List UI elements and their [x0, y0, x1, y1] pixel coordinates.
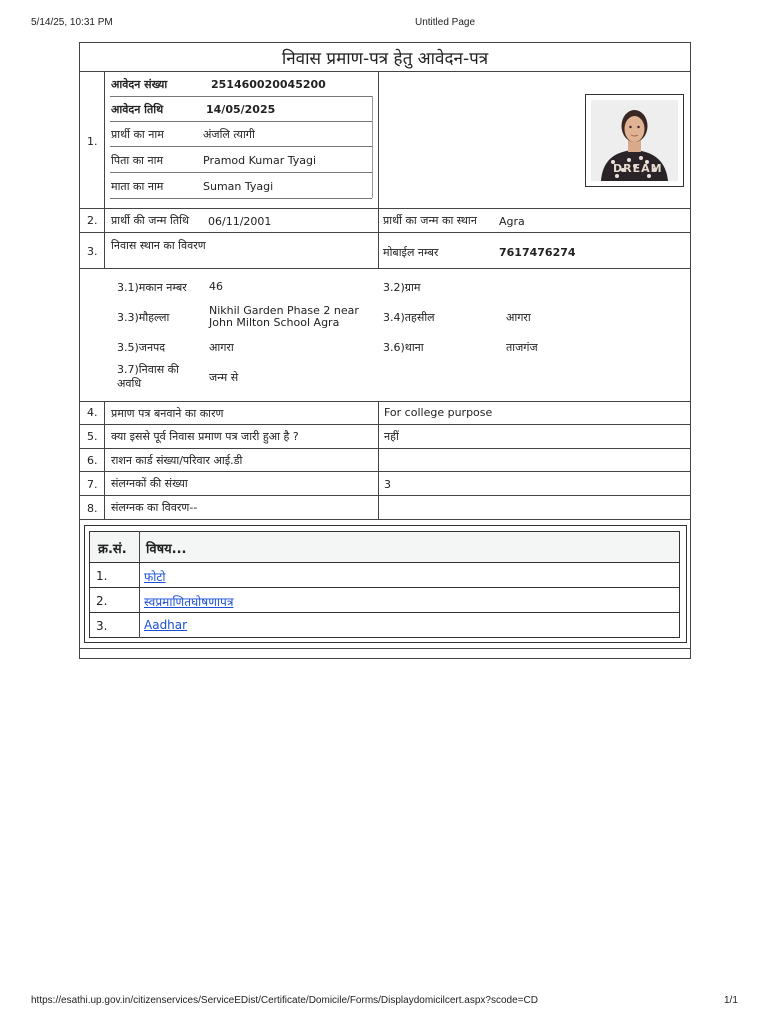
print-datetime: 5/14/25, 10:31 PM: [31, 17, 113, 28]
birthplace-label: प्रार्थी का जन्म का स्थान: [383, 214, 477, 227]
grid-line: [79, 424, 691, 425]
form-title: निवास प्रमाण-पत्र हेतु आवेदन-पत्र: [281, 49, 489, 69]
field-underline: [110, 198, 372, 199]
row-number: 7.: [87, 478, 98, 491]
previous-certificate-label: क्या इससे पूर्व निवास प्रमाण पत्र जारी हुआ है ?: [111, 430, 299, 443]
attachment-count-label: संलग्नकों की संख्या: [111, 477, 188, 490]
grid-line: [79, 208, 691, 209]
attachment-serial: 3.: [96, 619, 108, 633]
attachment-serial: 2.: [96, 594, 108, 608]
applicant-name-value: अंजलि त्यागी: [203, 128, 255, 141]
field-underline: [110, 96, 372, 97]
attachments-col-subject: विषय...: [146, 542, 187, 557]
locality-value-line2: John Milton School Agra: [209, 316, 340, 329]
row-number: 1.: [87, 135, 98, 148]
attachments-col-serial: क्र.सं.: [98, 542, 127, 557]
dob-label: प्रार्थी की जन्म तिथि: [111, 214, 190, 227]
mother-name-value: Suman Tyagi: [203, 180, 274, 193]
row-number: 4.: [87, 406, 98, 419]
grid-line: [79, 71, 691, 72]
residence-duration-value: जन्म से: [209, 371, 239, 384]
police-station-label: 3.6)थाना: [383, 341, 424, 354]
residence-duration-label-line2: अवधि: [117, 377, 142, 390]
print-page-count: 1/1: [724, 995, 738, 1006]
applicant-photo: [591, 100, 678, 181]
house-value: 46: [209, 280, 223, 293]
previous-certificate-value: नहीं: [384, 430, 399, 443]
attachment-serial: 1.: [96, 569, 108, 583]
tehsil-value: आगरा: [506, 311, 531, 324]
row-number: 5.: [87, 430, 98, 443]
field-border: [372, 96, 373, 198]
field-underline: [110, 121, 372, 122]
grid-line: [79, 448, 691, 449]
row-number: 3.: [87, 245, 98, 258]
attachment-details-label: संलग्नक का विवरण--: [111, 501, 198, 514]
application-no-label: आवेदन संख्या: [111, 78, 168, 91]
attachment-count-value: 3: [384, 478, 391, 491]
attachment-link-self-declaration[interactable]: स्वप्रमाणितघोषणापत्र: [144, 595, 234, 609]
applicant-photo-frame: [585, 94, 684, 187]
police-station-value: ताजगंज: [506, 341, 538, 354]
application-date-label: आवेदन तिथि: [111, 103, 164, 116]
father-name-value: Pramod Kumar Tyagi: [203, 154, 317, 167]
grid-line: [79, 232, 691, 233]
row-number: 2.: [87, 214, 98, 227]
field-underline: [110, 146, 372, 147]
print-page-title: Untitled Page: [415, 17, 476, 28]
row-number: 8.: [87, 502, 98, 515]
dob-value: 06/11/2001: [208, 215, 272, 228]
field-underline: [110, 172, 372, 173]
photo-shirt-text: DREAM: [613, 162, 663, 175]
district-label: 3.5)जनपद: [117, 341, 166, 354]
application-no-value: 251460020045200: [211, 78, 326, 91]
district-value: आगरा: [209, 341, 234, 354]
certificate-reason-value: For college purpose: [384, 406, 493, 419]
father-name-label: पिता का नाम: [111, 154, 164, 167]
mobile-value: 7617476274: [499, 246, 576, 259]
grid-line: [104, 401, 105, 519]
grid-line: [79, 268, 691, 269]
grid-line: [89, 612, 680, 613]
grid-line: [79, 648, 691, 649]
mother-name-label: माता का नाम: [111, 180, 164, 193]
grid-line: [139, 531, 140, 638]
tehsil-label: 3.4)तहसील: [383, 311, 435, 324]
certificate-reason-label: प्रमाण पत्र बनवाने का कारण: [111, 407, 224, 420]
print-url: https://esathi.up.gov.in/citizenservices/ServiceEDist/Certificate/Domicile/Forms/Displaydomicilcert.aspx?scode=CD: [31, 995, 538, 1006]
application-date-value: 14/05/2025: [206, 103, 276, 116]
row-number: 6.: [87, 454, 98, 467]
house-label: 3.1)मकान नम्बर: [117, 281, 187, 294]
village-label: 3.2)ग्राम: [383, 281, 421, 294]
grid-line: [104, 71, 105, 268]
grid-line: [79, 471, 691, 472]
attachment-link-aadhar[interactable]: Aadhar: [144, 618, 188, 632]
birthplace-value: Agra: [499, 215, 525, 228]
grid-line: [89, 562, 680, 563]
attachment-link-photo[interactable]: फोटो: [144, 570, 166, 584]
residence-duration-label-line1: 3.7)निवास की: [117, 363, 179, 376]
grid-line: [378, 401, 379, 519]
ration-card-label: राशन कार्ड संख्या/परिवार आई.डी: [111, 454, 243, 467]
locality-value-line1: Nikhil Garden Phase 2 near: [209, 304, 359, 317]
applicant-name-label: प्रार्थी का नाम: [111, 128, 164, 141]
grid-line: [79, 495, 691, 496]
locality-label: 3.3)मौहल्ला: [117, 311, 170, 324]
residence-label: निवास स्थान का विवरण: [111, 239, 206, 252]
mobile-label: मोबाईल नम्बर: [383, 246, 439, 259]
grid-line: [378, 71, 379, 268]
grid-line: [89, 587, 680, 588]
grid-line: [79, 401, 691, 402]
grid-line: [79, 519, 691, 520]
